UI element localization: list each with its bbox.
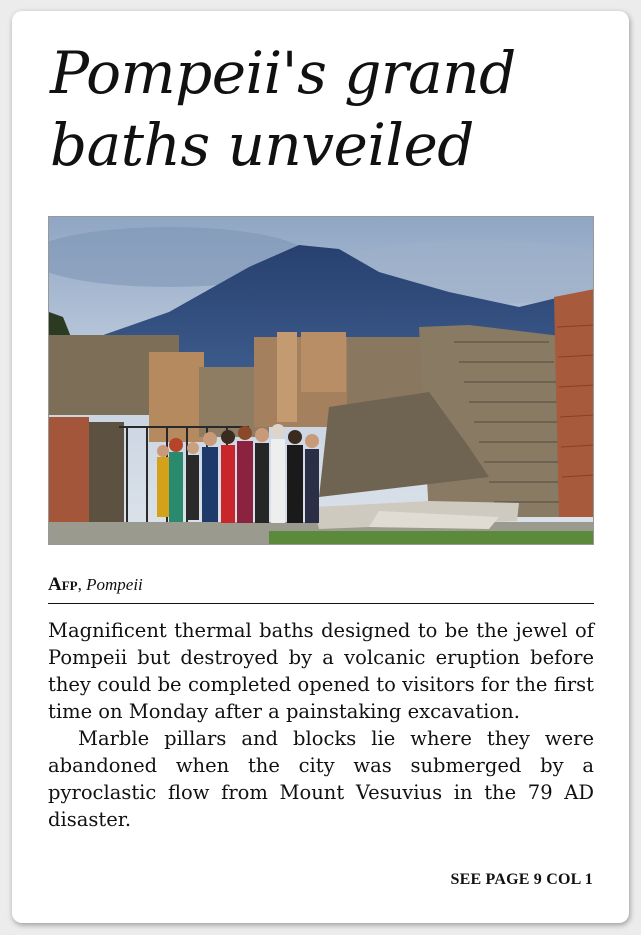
- byline-agency: Afp: [48, 574, 78, 595]
- byline: [48, 574, 594, 596]
- article-body: [48, 617, 594, 833]
- byline-rule: [48, 603, 594, 604]
- paragraph-1: Magnificent thermal baths designed to be the jewel of Pompeii but destroyed by a volcanic eruption before they could be completed opened to visitors for the first time on Monday after a painstaking excavation.: [48, 619, 594, 723]
- headline: [50, 37, 600, 181]
- headline-line-2: baths unveiled: [50, 111, 474, 179]
- photo-illustration: [49, 217, 594, 545]
- paragraph-2: Marble pillars and blocks lie where they were abandoned when the city was submerged by a pyroclastic flow from Mount Vesuvius in the 79 AD disaster.: [48, 727, 594, 831]
- continuation-reference[interactable]: SEE PAGE 9 COL 1: [450, 871, 593, 888]
- byline-place: Pompeii: [86, 575, 143, 594]
- article-photo: [48, 216, 594, 545]
- news-card: [12, 11, 629, 923]
- headline-line-1: Pompeii's grand: [50, 39, 516, 107]
- byline-separator: ,: [77, 575, 82, 594]
